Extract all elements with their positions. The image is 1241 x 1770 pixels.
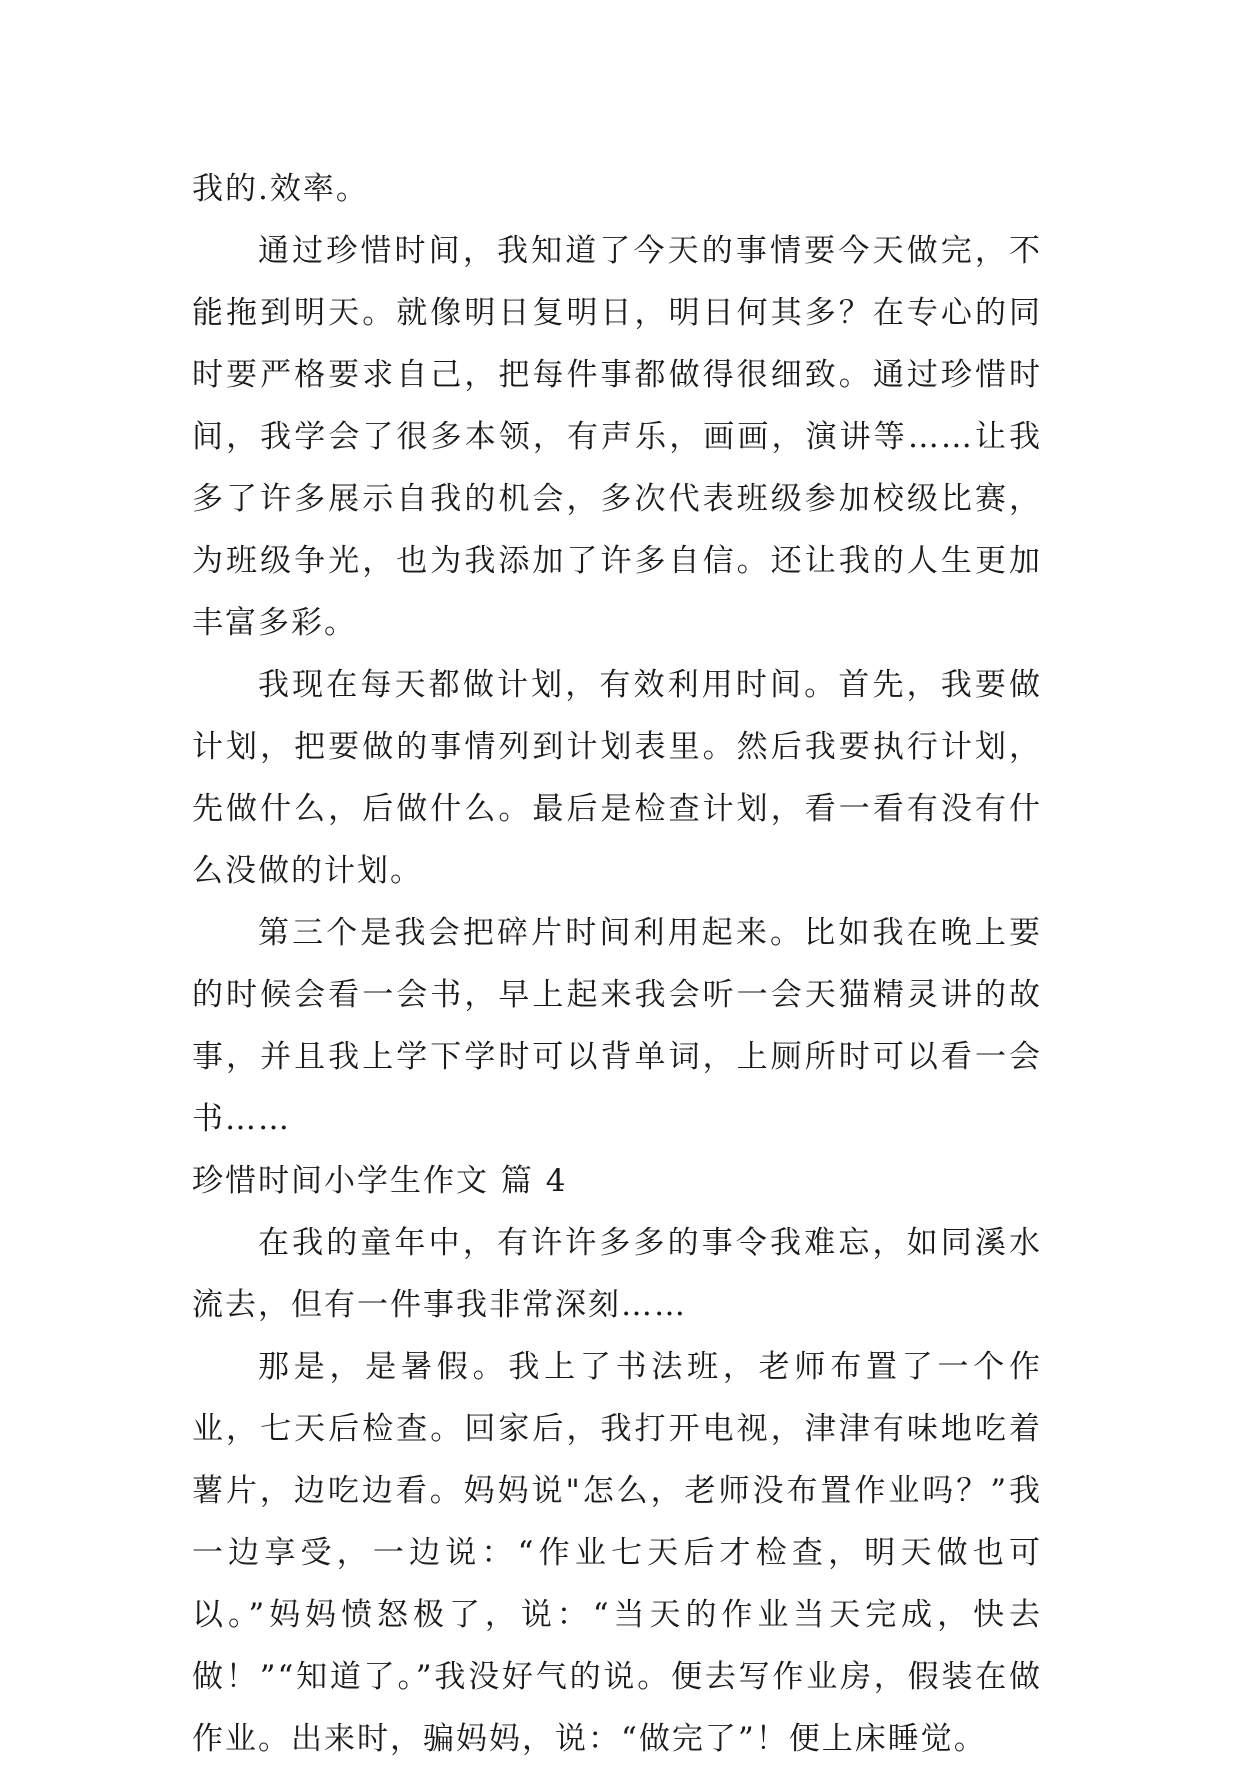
paragraph-cherish-time-benefits: 通过珍惜时间，我知道了今天的事情要今天做完，不能拖到明天。就像明日复明日，明日何其多？在专心的同时要严格要求自己，把每件事都做得很细致。通过珍惜时间，我学会了很多本领，有声乐，画画，演讲等……让我多了许多展示自我的机会，多次代表班级参加校级比赛，为班级争光，也为我添加了许多自信。还让我的人生更加丰富多彩。 <box>192 233 1042 641</box>
section-heading: 珍惜时间小学生作文 篇 4 <box>192 1163 568 1199</box>
document-body <box>192 158 1042 1770</box>
paragraph-continuation: 我的.效率。 <box>192 171 369 207</box>
paragraph-summer-vacation: 那是，是暑假。我上了书法班，老师布置了一个作业，七天后检查。回家后，我打开电视，津津有味地吃着薯片，边吃边看。妈妈说"怎么，老师没布置作业吗？”我一边享受，一边说：“作业七天后才检查，明天做也可以。”妈妈愤怒极了，说：“当天的作业当天完成，快去做！”“知道了。”我没好气的说。便去写作业房，假装在做作业。出来时，骗妈妈，说：“做完了”！便上床睡觉。 <box>192 1349 1042 1757</box>
paragraph-childhood-memory: 在我的童年中，有许许多多的事令我难忘，如同溪水流去，但有一件事我非常深刻…… <box>192 1225 1042 1323</box>
paragraph-fragment-time: 第三个是我会把碎片时间利用起来。比如我在晚上要的时候会看一会书，早上起来我会听一会天猫精灵讲的故事，并且我上学下学时可以背单词，上厕所时可以看一会书…… <box>192 915 1042 1137</box>
paragraph-daily-plan: 我现在每天都做计划，有效利用时间。首先，我要做计划，把要做的事情列到计划表里。然后我要执行计划，先做什么，后做什么。最后是检查计划，看一看有没有什么没做的计划。 <box>192 667 1042 889</box>
